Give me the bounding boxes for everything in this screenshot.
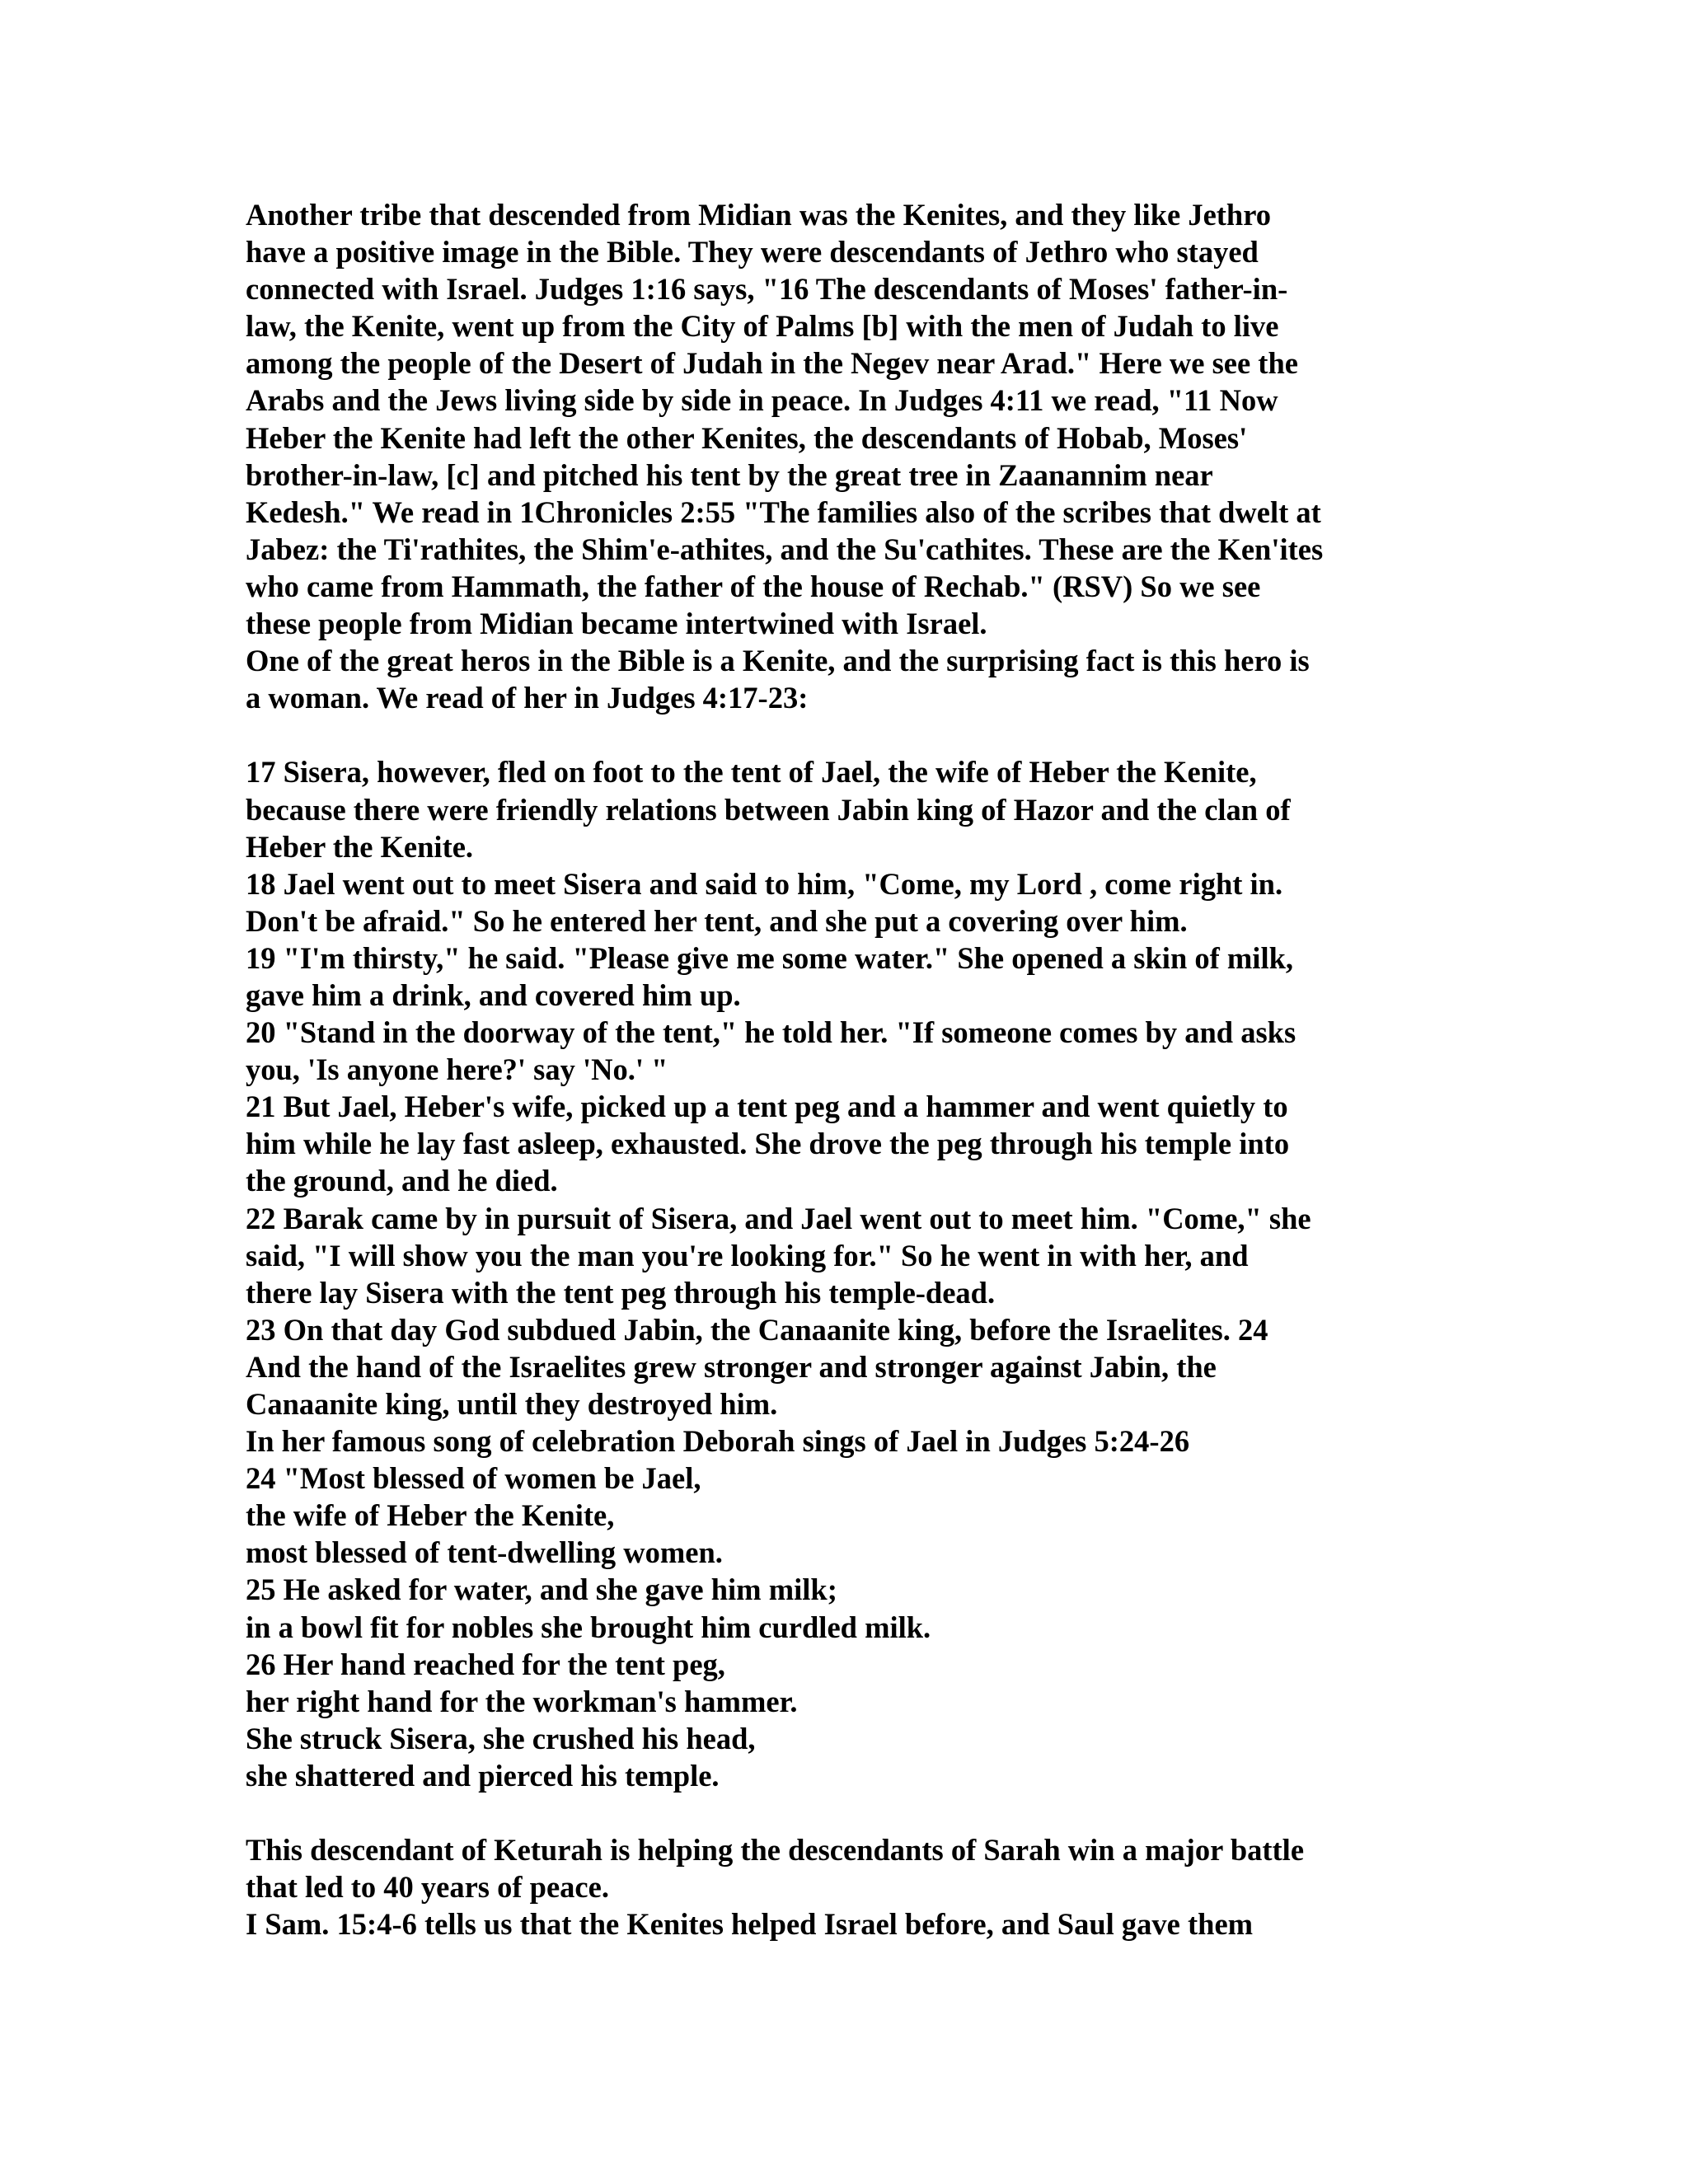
document-page: [246, 196, 1449, 1943]
text-line: most blessed of tent-dwelling women.: [246, 1535, 723, 1570]
text-line: you, 'Is anyone here?' say 'No.' ": [246, 1052, 668, 1087]
text-line: brother-in-law, [c] and pitched his tent by the great tree in Zaanannim near: [246, 457, 1213, 492]
text-line: 25 He asked for water, and she gave him milk;: [246, 1572, 837, 1607]
text-line: 23 On that day God subdued Jabin, the Canaanite king, before the Israelites. 24: [246, 1312, 1268, 1347]
text-line: 22 Barak came by in pursuit of Sisera, and Jael went out to meet him. "Come," she: [246, 1201, 1311, 1235]
text-line: Heber the Kenite had left the other Kenites, the descendants of Hobab, Moses': [246, 420, 1248, 455]
text-line: 26 Her hand reached for the tent peg,: [246, 1647, 725, 1681]
text-line: there lay Sisera with the tent peg through his temple-dead.: [246, 1275, 996, 1310]
text-line: Arabs and the Jews living side by side in peace. In Judges 4:11 we read, "11 Now: [246, 383, 1278, 418]
text-line: This descendant of Keturah is helping the descendants of Sarah win a major battle: [246, 1833, 1305, 1868]
text-line: connected with Israel. Judges 1:16 says, "16 The descendants of Moses' father-in-: [246, 272, 1288, 307]
text-line: gave him a drink, and covered him up.: [246, 977, 741, 1012]
text-line: in a bowl fit for nobles she brought him curdled milk.: [246, 1610, 931, 1644]
text-line: she shattered and pierced his temple.: [246, 1758, 720, 1793]
blank-line: [246, 1794, 1449, 1831]
text-line: who came from Hammath, the father of the house of Rechab." (RSV) So we see: [246, 569, 1261, 603]
text-line: 17 Sisera, however, fled on foot to the tent of Jael, the wife of Heber the Kenite,: [246, 755, 1257, 790]
text-line: Heber the Kenite.: [246, 829, 474, 864]
text-line: her right hand for the workman's hammer.: [246, 1684, 798, 1718]
text-line: Canaanite king, until they destroyed him.: [246, 1387, 778, 1421]
text-line: Jabez: the Ti'rathites, the Shim'e-athites, and the Su'cathites. These are the Ken'ites: [246, 532, 1324, 566]
text-line: him while he lay fast asleep, exhausted. She drove the peg through his temple into: [246, 1127, 1290, 1161]
blank-line: [246, 716, 1449, 753]
text-line: I Sam. 15:4-6 tells us that the Kenites helped Israel before, and Saul gave them: [246, 1907, 1254, 1942]
text-line: And the hand of the Israelites grew stronger and stronger against Jabin, the: [246, 1349, 1217, 1384]
text-line: the wife of Heber the Kenite,: [246, 1498, 615, 1533]
text-line: 21 But Jael, Heber's wife, picked up a tent peg and a hammer and went quietly to: [246, 1090, 1288, 1124]
text-line: 20 "Stand in the doorway of the tent," he told her. "If someone comes by and asks: [246, 1015, 1296, 1050]
text-line: 19 "I'm thirsty," he said. "Please give me some water." She opened a skin of milk,: [246, 940, 1294, 975]
text-line: among the people of the Desert of Judah in the Negev near Arad." Here we see the: [246, 346, 1298, 381]
text-line: 24 "Most blessed of women be Jael,: [246, 1461, 701, 1496]
text-line: said, "I will show you the man you're looking for." So he went in with her, and: [246, 1238, 1249, 1272]
text-line: Another tribe that descended from Midian was the Kenites, and they like Jethro: [246, 198, 1272, 232]
text-line: In her famous song of celebration Deborah sings of Jael in Judges 5:24-26: [246, 1424, 1190, 1459]
text-line: One of the great heros in the Bible is a Kenite, and the surprising fact is this hero is: [246, 644, 1310, 678]
text-line: these people from Midian became intertwined with Israel.: [246, 607, 987, 641]
text-line: a woman. We read of her in Judges 4:17-23:: [246, 681, 809, 715]
text-line: have a positive image in the Bible. They were descendants of Jethro who stayed: [246, 235, 1259, 269]
text-line: Kedesh." We read in 1Chronicles 2:55 "The families also of the scribes that dwelt at: [246, 494, 1321, 529]
text-line: law, the Kenite, went up from the City of Palms [b] with the men of Judah to live: [246, 309, 1279, 344]
text-line: that led to 40 years of peace.: [246, 1870, 609, 1905]
text-line: 18 Jael went out to meet Sisera and said to him, "Come, my Lord , come right in.: [246, 866, 1283, 901]
text-line: because there were friendly relations between Jabin king of Hazor and the clan of: [246, 792, 1291, 827]
text-line: Don't be afraid." So he entered her tent, and she put a covering over him.: [246, 903, 1188, 938]
text-line: She struck Sisera, she crushed his head,: [246, 1721, 756, 1755]
text-line: the ground, and he died.: [246, 1164, 558, 1198]
